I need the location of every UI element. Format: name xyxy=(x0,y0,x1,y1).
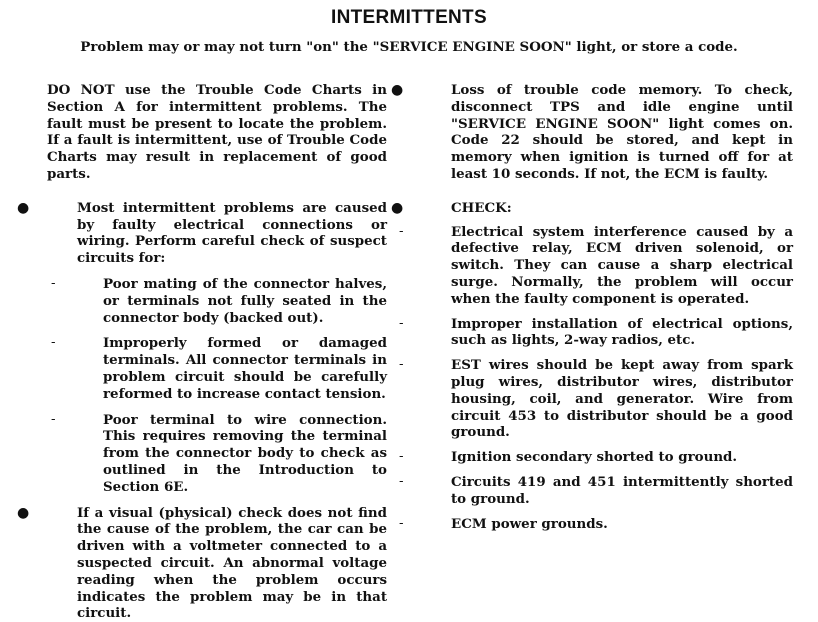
check-list xyxy=(399,223,793,533)
bullet-item-code-memory xyxy=(391,82,793,183)
dash-text: Poor terminal to wire connection. This requires removing the terminal from the connector body to check as outlined in the Introduction to Section 6E. xyxy=(103,411,387,495)
check-item-ignition-secondary xyxy=(399,449,793,466)
dash-icon: - xyxy=(51,275,56,291)
page-subtitle: Problem may or may not turn "on" the "SERVICE ENGINE SOON" light, or store a code. xyxy=(80,39,738,55)
dash-text: ECM power grounds. xyxy=(451,515,608,532)
bullet-item-electrical-connections xyxy=(17,199,387,496)
check-item-options xyxy=(399,315,793,350)
dash-icon: - xyxy=(51,411,56,427)
right-column xyxy=(391,82,793,532)
dash-text: Improperly formed or damaged terminals. All connector terminals in problem circuit should be carefully reformed to increase contact tension. xyxy=(103,335,387,402)
bullet-icon: ● xyxy=(17,199,30,216)
left-column xyxy=(17,82,387,622)
dash-text: EST wires should be kept away from spark plug wires, distributor wires, distributor housing, coil, and generator. Wire from circuit 453 to distributor should be a good ground. xyxy=(451,357,793,441)
bullet-item-check xyxy=(391,199,793,217)
bullet-item-voltmeter-check xyxy=(17,504,387,622)
dash-text: Poor mating of the connector halves, or terminals not fully seated in the connector body (backed out). xyxy=(103,275,387,326)
dash-text: Circuits 419 and 451 intermittently shorted to ground. xyxy=(451,473,793,507)
dash-icon: - xyxy=(51,335,56,351)
dash-icon: - xyxy=(399,473,404,489)
bullet-icon: ● xyxy=(391,199,404,216)
bullet-icon: ● xyxy=(17,504,30,521)
check-item-ecm-grounds xyxy=(399,515,793,533)
dash-text: Electrical system interference caused by a defective relay, ECM driven solenoid, or switch. They can cause a sharp electrical surge. Normally, the problem will occur when the faulty component is operated. xyxy=(451,223,793,307)
bullet-text: Loss of trouble code memory. To check, disconnect TPS and idle engine until "SERVICE ENGINE SOON" light comes on. Code 22 should be stored, and kept in memory when ignition is turned off for at least 10 seconds. If not, the ECM is faulty. xyxy=(451,82,793,182)
dash-icon: - xyxy=(399,449,404,465)
intro-paragraph: DO NOT use the Trouble Code Charts in Section A for intermittent problems. The fault must be present to locate the problem. If a fault is intermittent, use of Trouble Code Charts may result in replacement of good parts. xyxy=(47,82,387,182)
dash-item-connector-mating xyxy=(51,275,387,326)
dash-text: Ignition secondary shorted to ground. xyxy=(451,449,738,466)
bullet-icon: ● xyxy=(391,82,404,98)
dash-icon: - xyxy=(399,223,404,239)
bullet-text: Most intermittent problems are caused by faulty electrical connections or wiring. Perform careful check of suspect circuits for: xyxy=(77,199,387,267)
check-item-circuits xyxy=(399,473,793,508)
bullet-text: If a visual (physical) check does not find the cause of the problem, the car can be driven with a voltmeter connected to a suspected circuit. An abnormal voltage reading when the problem occurs indicates the problem may be in that circuit. xyxy=(77,504,387,622)
dash-text: Improper installation of electrical options, such as lights, 2-way radios, etc. xyxy=(451,315,793,349)
check-item-interference xyxy=(399,223,793,308)
check-label: CHECK: xyxy=(451,199,512,216)
check-item-est-wires xyxy=(399,357,793,441)
dash-item-terminals xyxy=(51,335,387,402)
dash-icon: - xyxy=(399,515,404,531)
page-title: INTERMITTENTS xyxy=(331,7,487,28)
dash-icon: - xyxy=(399,357,404,373)
dash-item-terminal-wire xyxy=(51,411,387,496)
dash-icon: - xyxy=(399,315,404,331)
